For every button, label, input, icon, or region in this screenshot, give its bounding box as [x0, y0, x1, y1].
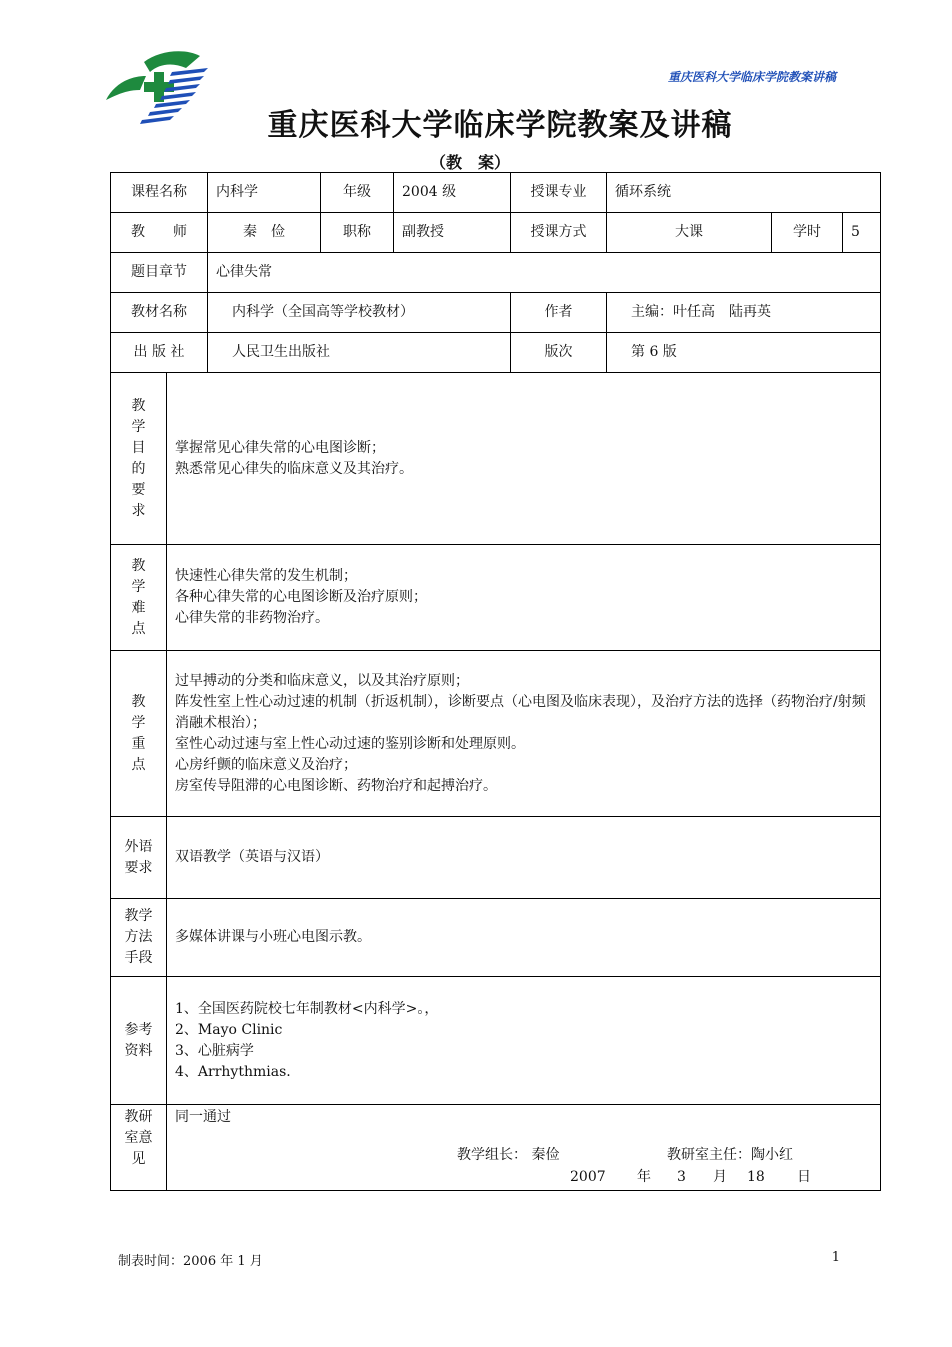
keypoints-label: 教 学 重 点: [111, 651, 167, 817]
teacher-value: 秦 俭: [208, 213, 321, 253]
date-year-unit: 年: [637, 1169, 651, 1185]
method-value: 大课: [607, 213, 772, 253]
difficulties-content: 快速性心律失常的发生机制； 各种心律失常的心电图诊断及治疗原则； 心律失常的非药物治疗。: [167, 545, 881, 651]
grade-value: 2004 级: [394, 173, 511, 213]
objectives-content: 掌握常见心律失常的心电图诊断； 熟悉常见心律失的临床意义及其治疗。: [167, 373, 881, 545]
textbook-value: 内科学（全国高等学校教材）: [208, 293, 511, 333]
objectives-label: 教 学 目 的 要 求: [111, 373, 167, 545]
group-leader: 教学组长： 秦俭: [457, 1147, 560, 1163]
date-day: 18: [747, 1169, 765, 1185]
opinion-label: 教研 室意 见: [111, 1105, 167, 1191]
keypoints-content: 过早搏动的分类和临床意义，以及其治疗原则； 阵发性室上性心动过速的机制（折返机制），诊断要点（心电图及临床表现），及治疗方法的选择（药物治疗/射频消融术根治）； 室性心动过速与室上性心动过速的鉴别诊断和处理原则。 心房纤颤的临床意义及治疗； 房室传导阻滞的心电图诊断、药物治疗和起搏治疗。: [167, 651, 881, 817]
language-label: 外语 要求: [111, 817, 167, 899]
major-value: 循环系统: [607, 173, 881, 213]
edition-value: 第 6 版: [607, 333, 881, 373]
method-label: 授课方式: [511, 213, 607, 253]
chapter-value: 心律失常: [208, 253, 881, 293]
methods-label: 教学 方法 手段: [111, 899, 167, 977]
course-value: 内科学: [208, 173, 321, 213]
title-label: 职称: [321, 213, 394, 253]
grade-label: 年级: [321, 173, 394, 213]
course-label: 课程名称: [111, 173, 208, 213]
made-time: 制表时间：2006 年 1 月: [118, 1254, 263, 1269]
hours-label: 学时: [772, 213, 843, 253]
page-title: 重庆医科大学临床学院教案及讲稿: [267, 108, 733, 143]
methods-content: 多媒体讲课与小班心电图示教。: [167, 899, 881, 977]
page-number: 1: [831, 1250, 840, 1265]
chapter-label: 题目章节: [111, 253, 208, 293]
opinion-signature-block: [175, 1105, 872, 1189]
department-director: 教研室主任：陶小红: [667, 1147, 793, 1163]
references-label: 参考 资料: [111, 977, 167, 1105]
title-value: 副教授: [394, 213, 511, 253]
hours-value: 5: [843, 213, 881, 253]
page-subtitle: （教 案）: [429, 153, 510, 172]
publisher-value: 人民卫生出版社: [208, 333, 511, 373]
author-label: 作者: [511, 293, 607, 333]
opinion-content: [167, 1105, 881, 1191]
date-year: 2007: [570, 1169, 606, 1185]
references-content: 1、全国医药院校七年制教材<内科学>。， 2、Mayo Clinic 3、心脏病学 4、Arrhythmias.: [167, 977, 881, 1105]
edition-label: 版次: [511, 333, 607, 373]
header-caption: 重庆医科大学临床学院教案讲稿: [667, 70, 836, 84]
date-month: 3: [677, 1169, 686, 1185]
date-day-unit: 日: [797, 1169, 811, 1185]
textbook-label: 教材名称: [111, 293, 208, 333]
author-value: 主编：叶任高 陆再英: [607, 293, 881, 333]
difficulties-label: 教 学 难 点: [111, 545, 167, 651]
lesson-plan-table: [110, 172, 881, 1191]
major-label: 授课专业: [511, 173, 607, 213]
opinion-text: 同一通过: [175, 1109, 231, 1125]
date-month-unit: 月: [713, 1169, 727, 1185]
publisher-label: 出 版 社: [111, 333, 208, 373]
teacher-label: 教 师: [111, 213, 208, 253]
language-content: 双语教学（英语与汉语）: [167, 817, 881, 899]
